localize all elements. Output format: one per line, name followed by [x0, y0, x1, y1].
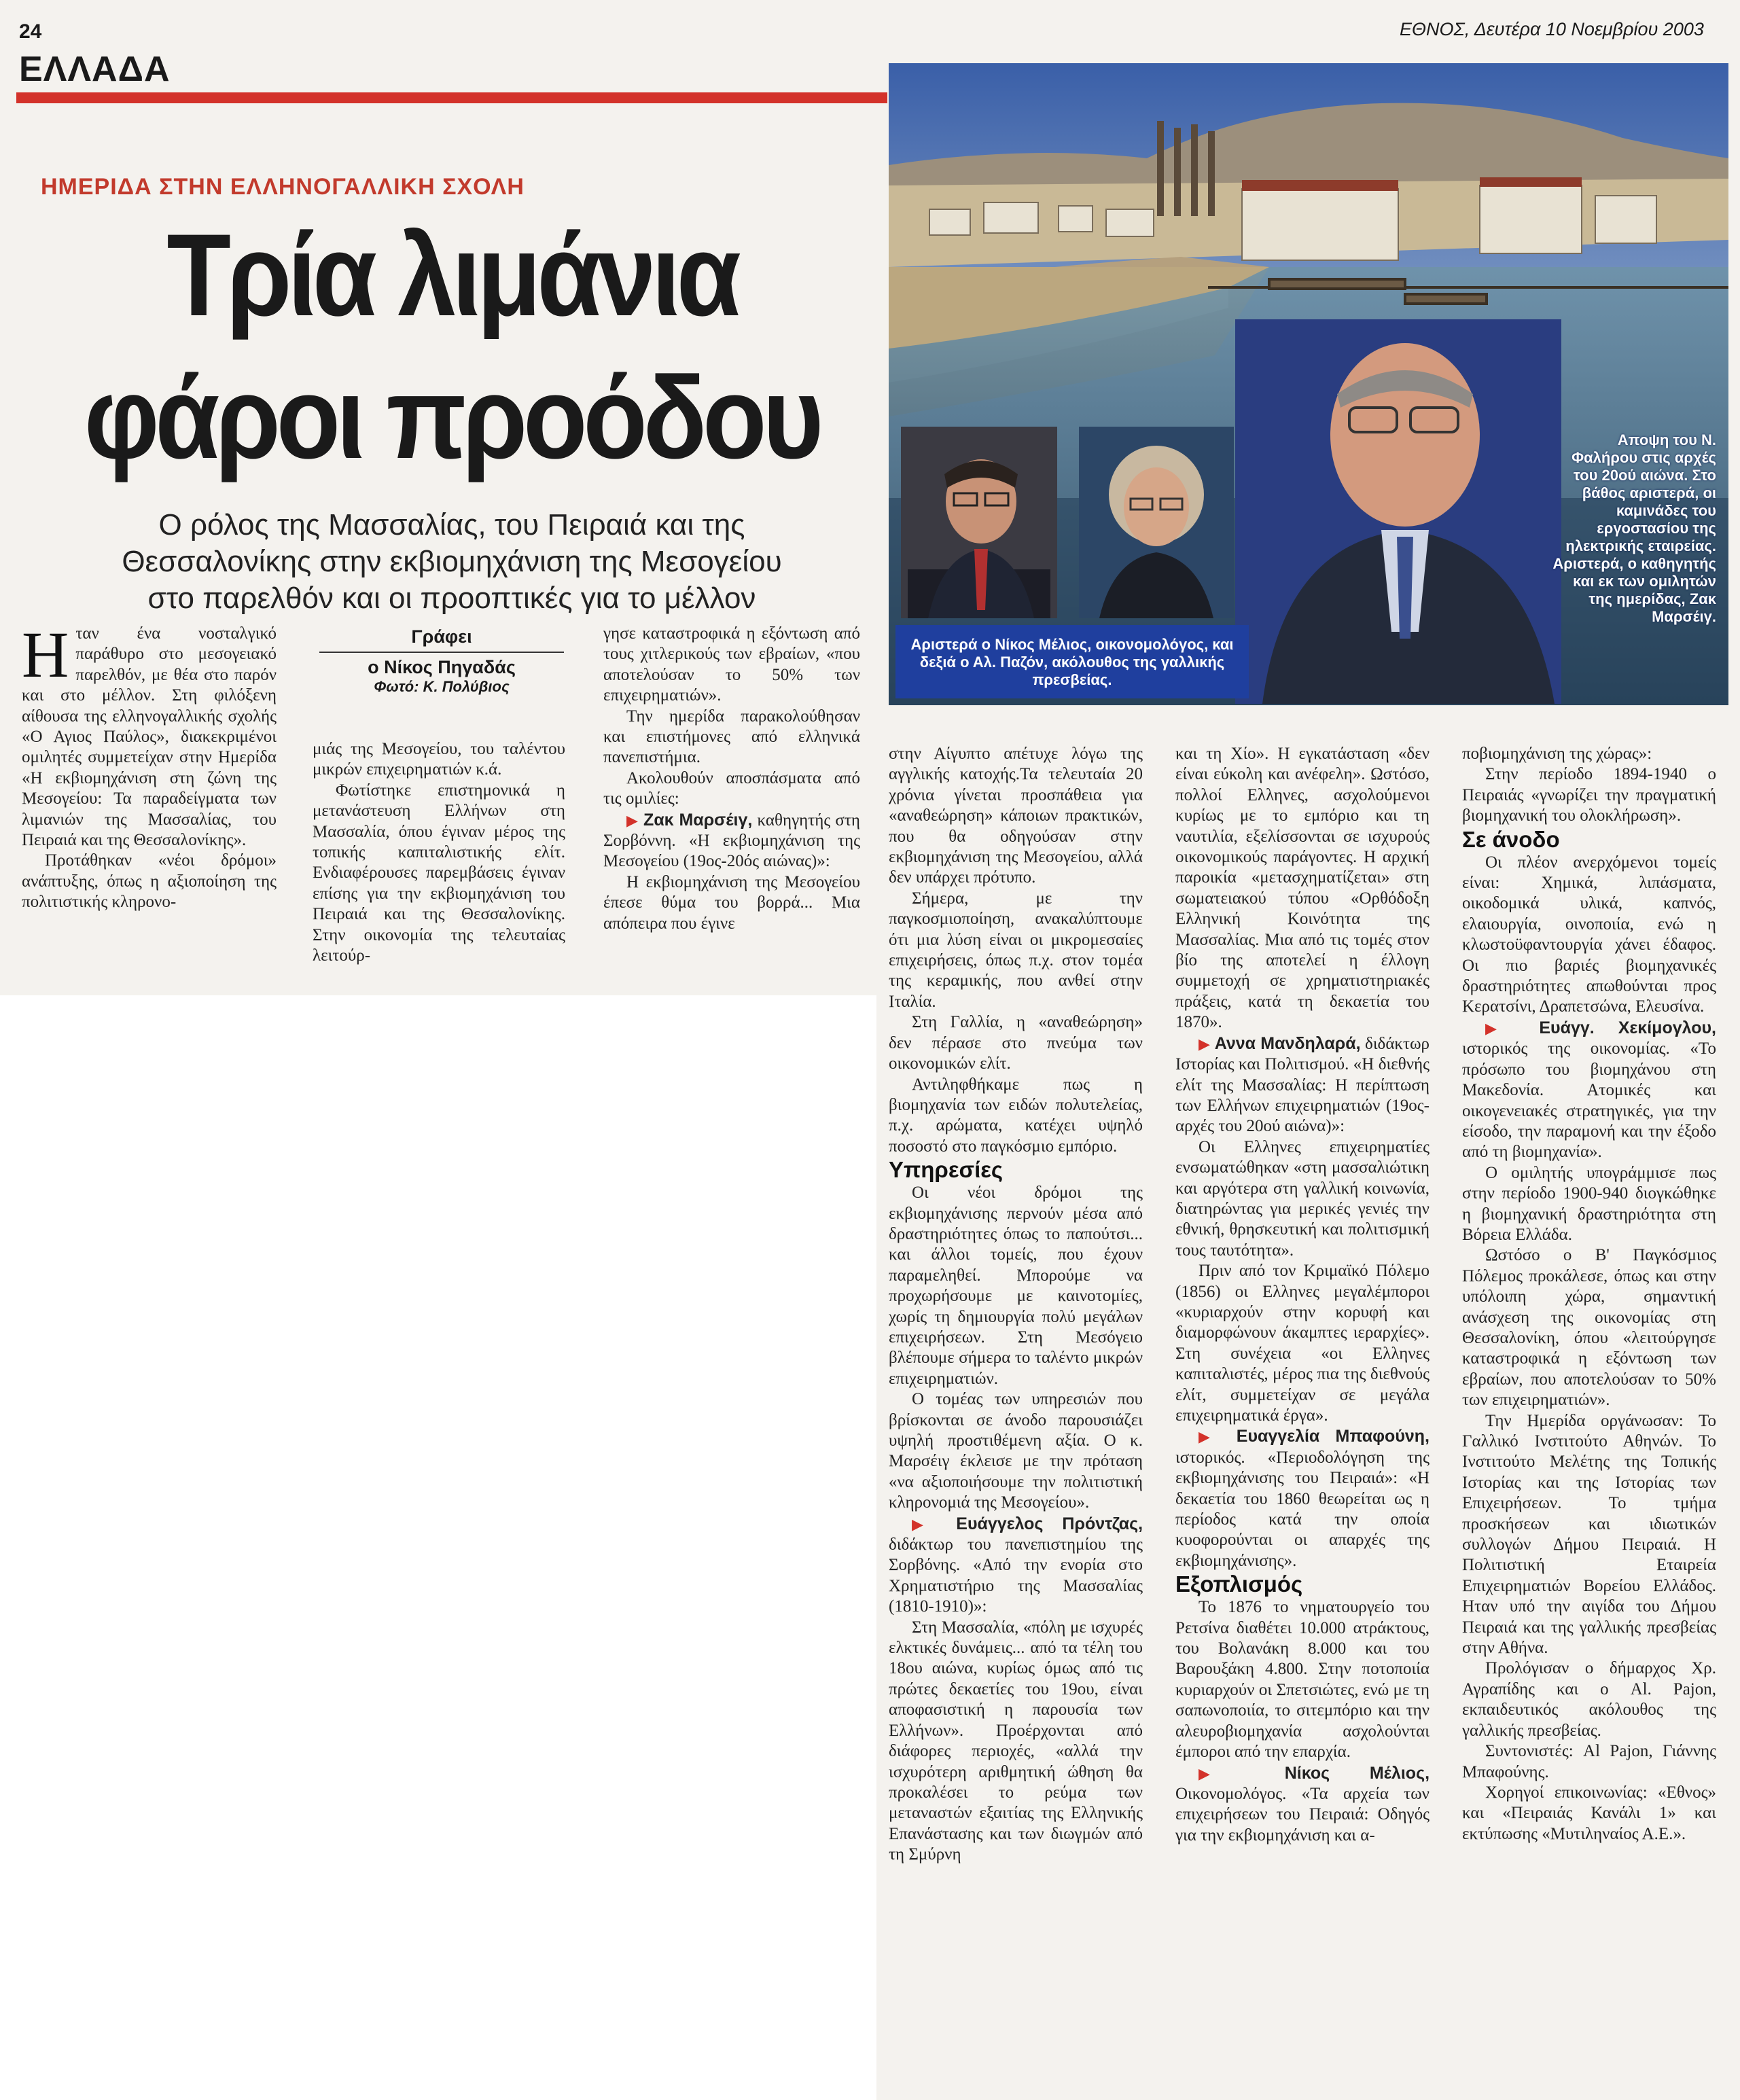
paragraph: Προτάθηκαν «νέοι δρόμοι» ανάπτυξης, όπως η αξιοποίηση της πολιτιστικής κληρονο-: [22, 851, 277, 912]
column-4: [889, 744, 1143, 1866]
speaker-name: Ευάγγ. Χεκίμογλου,: [1539, 1018, 1717, 1037]
paragraph: Στην περίοδο 1894-1940 ο Πειραιάς «γνωρίζει την πραγματική βιομηχανική του ολοκλήρωση».: [1462, 765, 1716, 825]
subheadline-line-3: στο παρελθόν και οι προοπτικές για το μέλλον: [147, 582, 756, 615]
portrait-melios: [901, 427, 1057, 618]
speaker-paragraph: [1175, 1763, 1430, 1847]
column-2: [313, 739, 565, 966]
speaker-name: Αννα Μανδηλαρά,: [1214, 1033, 1361, 1053]
caption-left: [895, 625, 1249, 698]
paragraph: Οι νέοι δρόμοι της εκβιομηχάνισης περνούν μέσα από δραστηριότητες όπως το παπούτσι... και άλλοι τομείς, που έχουν παραμεληθεί. Μπορούμε να προχωρήσουμε με καινοτομίες, χωρίς τη δημιουργία πολύ μεγάλων επιχειρήσεων. Στη Μεσόγειο βλέπουμε σήμερα το ταλέντο μικρών επιχειρηματιών.: [889, 1184, 1143, 1388]
portrait-pajon: [1079, 427, 1234, 618]
publication-date: ΕΘΝΟΣ, Δευτέρα 10 Νοεμβρίου 2003: [1400, 19, 1704, 39]
photo-credit: Φωτό: Κ. Πολύβιος: [374, 678, 510, 695]
paragraph: Οι Ελληνες επιχειρηματίες ενσωματώθηκαν «στη μασσαλιώτικη και αργότερα στη γαλλική κοινωνία, διατηρώντας για μερικές γενιές την εθνική, θρησκευτική και πολιτισμική τους ταυτότητα».: [1175, 1137, 1430, 1260]
column-1: [22, 618, 277, 913]
paragraph: Στη Μασσαλία, «πόλη με ισχυρές ελκτικές δυνάμεις... από τα τέλη του 18ου αιώνα, κυρίως όμως από τις πρώτες δεκαετίες του 19ου, είναι αποφασιστική η παρουσία των Ελλήνων». Προέρχονται από διάφορες περιοχές, «αλλά την ισχυρότερη αριθμητική ώθηση θα προκαλέσει το ρεύμα των μεταναστών εξαιτίας της Ελληνικής Επανάστασης και των διωγμών από τη Σμύρνη: [889, 1618, 1143, 1864]
speaker-paragraph: [603, 810, 860, 872]
paragraph: Ακολουθούν αποσπάσματα από τις ομιλίες:: [603, 768, 860, 808]
speaker-text: Οικονομολόγος. «Τα αρχεία των επιχειρήσεων του Πειραιά: Οδηγός για την εκβιομηχάνιση και α-: [1175, 1784, 1430, 1845]
paragraph: Πριν από τον Κριμαϊκό Πόλεμο (1856) οι Ελληνες μεγαλέμποροι «κυριαρχούν στην κορυφή και διαμορφώνουν άκαμπτες ιεραρχίες». Στη συνέχεια «οι Ελληνες καπιταλιστές, μέρος πια της διεθνούς ελίτ, συμμετείχαν σε μεγάλα επιχειρηματικά έργα».: [1175, 1262, 1430, 1425]
speaker-paragraph: [889, 1514, 1143, 1618]
portrait-pajon-figure: [1079, 427, 1234, 618]
byline: [319, 626, 564, 696]
speaker-text: ιστορικός. «Περιοδολόγηση της εκβιομηχάνισης του Πειραιά»: «Η δεκαετία του 1860 θεωρείται ως η περίοδος κατά την οποία κυοφορούνται οι απαρχές της εκβιομηχάνισης».: [1175, 1448, 1430, 1570]
paragraph: Οι πλέον ανερχόμενοι τομείς είναι: Χημικά, λιπάσματα, οικοδομικά υλικά, καπνός, ελαιουργία, οινοποιία, ενώ η κλωστοϋφαντουργία χάνει έδαφος. Οι πιο βαριές βιομηχανικές δραστηριότητες απωθούνται προς Κερατσίνι, Δραπετσώνα, Ελευσίνα.: [1462, 853, 1716, 1016]
paragraph: Ο ομιλητής υπογράμμισε πως στην περίοδο 1900-940 διογκώθηκε η βιομηχανική δραστηριότητα στη Βόρεια Ελλάδα.: [1462, 1163, 1716, 1244]
caption-left-text: Αριστερά ο Νίκος Μέλιος, οικονομολόγος, και δεξιά ο Αλ. Παζόν, ακόλουθος της γαλλικής πρεσβείας.: [910, 636, 1234, 688]
header-rule: [16, 92, 887, 103]
dropcap: Η: [22, 618, 69, 691]
paragraph: ποβιομηχάνιση της χώρας»:: [1462, 745, 1652, 763]
arrow-right-icon: ▶: [1199, 1035, 1211, 1052]
paragraph: Την ημερίδα παρακολούθησαν και επιστήμονες από ελληνικά πανεπιστήμια.: [603, 707, 860, 767]
paragraph: Στη Γαλλία, η «αναθεώρηση» δεν πέρασε στο πνεύμα των οικονομικών ελίτ.: [889, 1013, 1143, 1073]
headline-line-1: Τρία λιμάνια: [166, 210, 737, 340]
paragraph: Η εκβιομηχάνιση της Μεσογείου έπεσε θύμα του βορρά... Μια απόπειρα που έγινε: [603, 872, 860, 933]
paragraph: Την Ημερίδα οργάνωσαν: Το Γαλλικό Ινστιτούτο Αθηνών. Το Ινστιτούτο Μελέτης της Τοπικής Ιστορίας και της Ιστορίας των Επιχειρήσεων. Το τμήμα προσκήσεων και ιδιωτικών συλλογών Δήμου Πειραιά. Η Πολιτιστική Εταιρεία Επιχειρηματιών Βορείου Ελλάδος. Ηταν υπό την αιγίδα του Δήμου Πειραιά και της γαλλικής πρεσβείας στην Αθήνα.: [1462, 1411, 1716, 1658]
speaker-name: Ευάγγελος Πρόντζας,: [956, 1514, 1143, 1533]
speaker-text: καθηγητής στη Σορβόννη. «Η εκβιομηχάνιση της Μεσογείου (19ος-20ός αιώνας)»:: [603, 811, 860, 871]
speaker-name: Νίκος Μέλιος,: [1284, 1763, 1430, 1783]
subheading-rising: Σε άνοδο: [1462, 826, 1560, 852]
speaker-text: διδάκτωρ του πανεπιστημίου της Σορβόνης. «Από την ενορία στο Χρηματιστήριο της Μασσαλίας (1810-1910)»:: [889, 1535, 1143, 1616]
arrow-right-icon: ▶: [1485, 1019, 1516, 1037]
page-number: 24: [19, 20, 42, 43]
paragraph: Συντονιστές: Al Pajon, Γιάννης Μπαφούνης.: [1462, 1742, 1716, 1781]
column-3: [603, 624, 860, 934]
byline-author: ο Νίκος Πηγαδάς: [368, 657, 516, 677]
paragraph: Χορηγοί επικοινωνίας: «Εθνος» και «Πειραιάς Κανάλι 1» και εκτύπωσης «Μυτιληναίος Α.Ε.».: [1462, 1783, 1716, 1843]
speaker-name: Ευαγγελία Μπαφούνη,: [1236, 1427, 1430, 1446]
arrow-right-icon: ▶: [1199, 1764, 1245, 1782]
paragraph: Το 1876 το νηματουργείο του Ρετσίνα διαθέτει 10.000 ατράκτους, του Βολανάκη 8.000 και του Βαρουξάκη 4.800. Στην ποτοποιία κυριαρχούν οι Σπετσιώτες, ενώ με τη σαπωνοποιία, το σιτεμπόριο και την αλευροβιομηχανία ασχολούνται έμποροι από την επαρχία.: [1175, 1598, 1430, 1762]
subheadline-line-2: Θεσσαλονίκης στην εκβιομηχάνιση της Μεσογείου: [122, 545, 782, 578]
column-5: [1175, 744, 1430, 1846]
section-title: ΕΛΛΑΔΑ: [19, 50, 171, 89]
portrait-marseille-figure: [1235, 319, 1561, 704]
speaker-text: διδάκτωρ Ιστορίας και Πολιτισμού. «Η διεθνής ελίτ της Μασσαλίας: Η περίπτωση των Ελλήνων επιχειρηματιών (19ος-αρχές του 20ού αιώνα)»:: [1175, 1034, 1430, 1136]
paragraph: Ωστόσο ο Β' Παγκόσμιος Πόλεμος προκάλεσε, όπως και στην υπόλοιπη χώρα, σημαντική ανάσχεση της οικονομίας στη Θεσσαλονίκη, όπου «λειτούργησε καταστροφικά η εξόντωση των εβραίων, που αποτελούσαν το 50% των επιχειρηματιών».: [1462, 1246, 1716, 1410]
subheadline: [27, 507, 876, 617]
paragraph: γησε καταστροφικά η εξόντωση από τους χιτλερικούς των εβραίων, «που αποτελούσαν το 50% των επιχειρηματιών».: [603, 624, 860, 705]
paragraph: μιάς της Μεσογείου, του ταλέντου μικρών επιχειρηματιών κ.ά.: [313, 740, 565, 779]
speaker-paragraph: [1175, 1033, 1430, 1137]
arrow-right-icon: ▶: [626, 811, 639, 829]
subheadline-line-1: Ο ρόλος της Μασσαλίας, του Πειραιά και της: [158, 508, 745, 541]
paragraph: Φωτίστηκε επιστημονικά η μετανάστευση Ελλήνων στη Μασσαλία, όπου έγιναν μέρος της τοπικής καπιταλιστικής ελίτ. Ενδιαφέρουσες παρεμβάσεις έγιναν επίσης για την εκβιομηχάνιση του Πειραιά και της Θεσσαλονίκης. Στην οικονομία της τελευταίας λειτούρ-: [313, 781, 565, 965]
paragraph: στην Αίγυπτο απέτυχε λόγω της αγγλικής κατοχής.Τα τελευταία 20 χρόνια γίνεται προσπάθεια για «αναθεώρηση» κάποιων πρακτικών, που θα οδηγούσαν στην εκβιομηχάνιση της Μεσογείου, αλλά δεν υπάρχει πρότυπο.: [889, 745, 1143, 887]
arrow-right-icon: ▶: [912, 1515, 938, 1533]
column-6: [1462, 744, 1716, 1845]
byline-rule: [319, 652, 564, 653]
portrait-melios-figure: [901, 427, 1057, 618]
paragraph: Σήμερα, με την παγκοσμιοποίηση, ανακαλύπτουμε ότι μια λύση είναι οι μικρομεσαίες επιχειρήσεις, όπως π.χ. στον τομέα της κεραμικής, που ανθεί στην Ιταλία.: [889, 889, 1143, 1011]
kicker: ΗΜΕΡΙΔΑ ΣΤΗΝ ΕΛΛΗΝΟΓΑΛΛΙΚΗ ΣΧΟΛΗ: [41, 174, 525, 200]
speaker-paragraph: [1462, 1018, 1716, 1163]
caption-right-text: Αποψη του Ν. Φαλήρου στις αρχές του 20ού αιώνα. Στο βάθος αριστερά, οι καμινάδες του εργοστασίου της ηλεκτρικής εταιρείας. Αριστερά, ο καθηγητής και εκ των ομιλητών της ημερίδας, Ζακ Μαρσέιγ.: [1552, 431, 1716, 625]
speaker-name: Ζακ Μαρσέιγ,: [643, 810, 753, 830]
speaker-text: ιστορικός της οικονομίας. «Το πρόσωπο του βιομηχάνου στη Μακεδονία. Ατομικές και οικογενειακές στρατηγικές, για την είσοδο, την παραμονή και την έξοδο από τη βιομηχανία».: [1462, 1039, 1716, 1162]
paragraph: Προλόγισαν ο δήμαρχος Χρ. Αγραπίδης και ο Al. Pajon, εκπαιδευτικός ακόλουθος της γαλλικής πρεσβείας.: [1462, 1659, 1716, 1740]
portrait-marseille: [1235, 319, 1561, 704]
byline-label: Γράφει: [411, 626, 472, 647]
subheading-services: Υπηρεσίες: [889, 1157, 1004, 1183]
paragraph: και τη Χίο». Η εγκατάσταση «δεν είναι εύκολη και ανέφελη». Ωστόσο, πολλοί Ελληνες, ασχολούμενοι κυρίως με το εμπόριο και τη ναυτιλία, εξελίσσονται σε ισχυρούς οικονομικούς παράγοντες. Η αρχική παροικία «μετασχηματίζεται» στη σωματειακού τύπου «Ορθόδοξη Ελληνική Κοινότητα της Μασσαλίας. Μια από τις τομές στον βίο της αποτελεί η έλλογη συμμετοχή σε χρηματιστηριακές πράξεις, κατά τη δεκαετία του 1870».: [1175, 745, 1430, 1032]
speaker-paragraph: [1175, 1426, 1430, 1571]
paragraph: Ο τομέας των υπηρεσιών που βρίσκονται σε άνοδο παρουσιάζει υψηλή προστιθέμενη αξία. Ο κ. Μαρσέιγ έκλεισε με την πρόταση «να αξιοποιήσουμε την πολιτιστική κληρονομιά της Μεσογείου».: [889, 1390, 1143, 1512]
paragraph: ταν ένα νοσταλγικό παράθυρο στο μεσογειακό παρελθόν, με θέα στο παρόν και στο μέλλον. Στη φιλόξενη αίθουσα της ελληνογαλλικής σχολής «Ο Αγιος Παύλος», διακεκριμένοι ομιλητές συμμετείχαν στην Ημερίδα «Η εκβιομηχάνιση στη ζώνη της Μεσογείου: Τα παραδείγματα των λιμανιών της Μασσαλίας, του Πειραιά και της Θεσσαλονίκης».: [22, 624, 277, 850]
arrow-right-icon: ▶: [1199, 1428, 1222, 1446]
paragraph: Αντιληφθήκαμε πως η βιομηχανία των ειδών πολυτελείας, π.χ. αρώματα, κατέχει υψηλό ποσοστό στο παγκόσμιο εμπόριο.: [889, 1075, 1143, 1156]
subheading-equipment: Εξοπλισμός: [1175, 1571, 1303, 1597]
headline-line-2: φάροι προόδου: [84, 353, 820, 483]
caption-right: [1550, 431, 1716, 696]
